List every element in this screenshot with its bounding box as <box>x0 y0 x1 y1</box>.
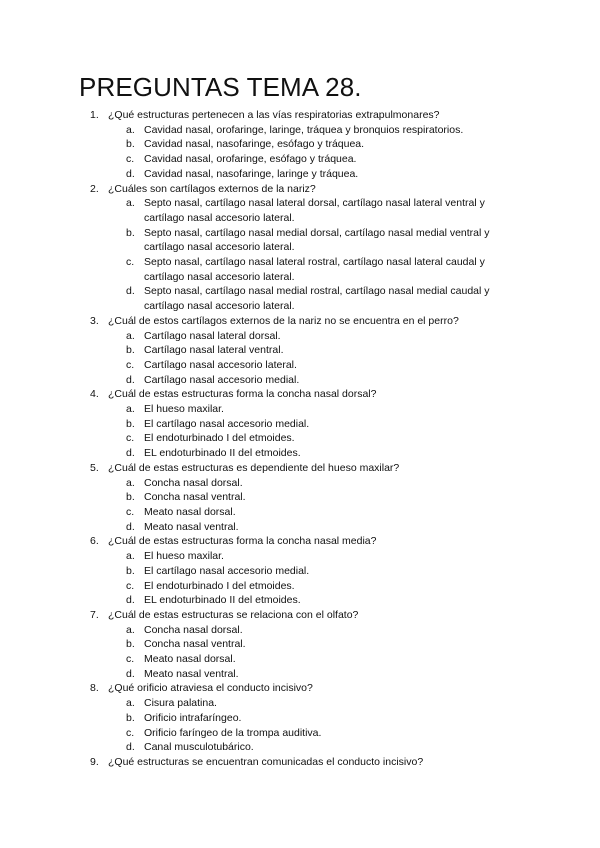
option-item <box>0 667 600 682</box>
option-list <box>108 123 514 182</box>
option-letter: c. <box>126 505 135 518</box>
option-text: Septo nasal, cartílago nasal lateral dorsal, cartílago nasal lateral ventral y cartílago nasal accesorio lateral. <box>144 197 485 224</box>
option-item <box>0 196 600 225</box>
option-text: Meato nasal ventral. <box>144 667 239 680</box>
option-item <box>0 549 600 564</box>
option-letter: c. <box>126 256 135 269</box>
question-text: ¿Qué estructuras pertenecen a las vías respiratorias extrapulmonares? <box>108 109 440 121</box>
option-letter: d. <box>126 741 135 754</box>
question-text: ¿Cuál de estas estructuras forma la concha nasal media? <box>108 535 377 548</box>
option-list <box>108 696 514 755</box>
option-item <box>0 740 600 755</box>
option-item <box>0 152 600 167</box>
option-letter: b. <box>126 417 135 430</box>
option-text: Meato nasal dorsal. <box>144 505 236 518</box>
question-item <box>0 182 600 314</box>
question-text: ¿Cuál de estas estructuras forma la concha nasal dorsal? <box>108 388 377 401</box>
question-item <box>0 534 600 608</box>
option-letter: d. <box>126 285 135 298</box>
option-text: EL endoturbinado II del etmoides. <box>144 594 301 607</box>
option-letter: c. <box>126 432 135 445</box>
option-item <box>0 564 600 579</box>
option-text: El hueso maxilar. <box>144 403 224 416</box>
option-text: Concha nasal ventral. <box>144 638 246 651</box>
option-list <box>108 402 514 461</box>
option-letter: b. <box>126 564 135 577</box>
option-item <box>0 652 600 667</box>
option-text: Concha nasal dorsal. <box>144 476 243 489</box>
option-text: Concha nasal ventral. <box>144 491 246 504</box>
option-text: Cartílago nasal accesorio medial. <box>144 373 300 386</box>
option-list <box>108 623 514 682</box>
option-letter: b. <box>126 344 135 357</box>
option-item <box>0 137 600 152</box>
option-list <box>108 329 514 388</box>
option-text: Septo nasal, cartílago nasal medial rostral, cartílago nasal medial caudal y cartílago nasal accesorio lateral. <box>144 285 490 313</box>
option-text: Cavidad nasal, nasofaringe, laringe y tráquea. <box>144 167 359 180</box>
option-item <box>0 373 600 388</box>
option-letter: c. <box>126 579 135 592</box>
question-text: ¿Cuál de estas estructuras es dependiente del hueso maxilar? <box>108 461 400 474</box>
option-letter: d. <box>126 667 135 680</box>
question-text: ¿Qué estructuras se encuentran comunicadas el conducto incisivo? <box>108 755 424 768</box>
option-item <box>0 696 600 711</box>
option-letter: a. <box>126 123 135 136</box>
option-letter: a. <box>126 550 135 563</box>
option-item <box>0 490 600 505</box>
option-text: Cartílago nasal lateral dorsal. <box>144 329 281 342</box>
option-letter: c. <box>126 153 135 166</box>
option-letter: b. <box>126 711 135 724</box>
option-letter: d. <box>126 167 135 180</box>
option-item <box>0 593 600 608</box>
option-text: EL endoturbinado II del etmoides. <box>144 447 301 460</box>
option-text: Meato nasal dorsal. <box>144 653 236 666</box>
question-number: 9. <box>90 755 99 768</box>
option-text: El endoturbinado I del etmoides. <box>144 432 295 445</box>
question-number: 7. <box>90 608 99 621</box>
option-text: Meato nasal ventral. <box>144 520 239 533</box>
option-text: Cavidad nasal, orofaringe, laringe, tráquea y bronquios respiratorios. <box>144 123 464 136</box>
option-item <box>0 402 600 417</box>
option-item <box>0 637 600 652</box>
question-item <box>0 755 600 770</box>
question-text: ¿Qué orificio atraviesa el conducto incisivo? <box>108 682 313 695</box>
option-text: Orificio intrafaríngeo. <box>144 711 242 724</box>
option-item <box>0 123 600 138</box>
question-text: ¿Cuál de estos cartílagos externos de la nariz no se encuentra en el perro? <box>108 314 459 327</box>
option-letter: c. <box>126 726 135 739</box>
option-item <box>0 520 600 535</box>
option-letter: a. <box>126 403 135 416</box>
question-number: 3. <box>90 314 99 327</box>
option-letter: b. <box>126 138 135 151</box>
question-item <box>0 314 600 388</box>
option-letter: a. <box>126 329 135 342</box>
option-letter: b. <box>126 226 135 239</box>
option-letter: a. <box>126 476 135 489</box>
option-text: Cartílago nasal lateral ventral. <box>144 344 284 357</box>
question-list <box>0 108 600 770</box>
question-item <box>0 108 600 182</box>
question-number: 6. <box>90 535 99 548</box>
question-item <box>0 681 600 755</box>
option-item <box>0 431 600 446</box>
option-item <box>0 358 600 373</box>
option-text: El hueso maxilar. <box>144 550 224 563</box>
option-letter: a. <box>126 697 135 710</box>
question-item <box>0 608 600 682</box>
option-letter: c. <box>126 653 135 666</box>
option-item <box>0 446 600 461</box>
option-item <box>0 226 600 255</box>
option-list <box>108 549 514 608</box>
option-text: El cartílago nasal accesorio medial. <box>144 564 310 577</box>
option-text: Cavidad nasal, nasofaringe, esófago y tráquea. <box>144 138 365 151</box>
option-text: Cavidad nasal, orofaringe, esófago y tráquea. <box>144 153 357 166</box>
question-text: ¿Cuáles son cartílagos externos de la nariz? <box>108 182 316 195</box>
question-item <box>0 461 600 535</box>
question-number: 8. <box>90 682 99 695</box>
option-letter: c. <box>126 358 135 371</box>
option-list <box>108 476 514 535</box>
option-letter: d. <box>126 373 135 386</box>
option-text: Cartílago nasal accesorio lateral. <box>144 358 297 371</box>
question-number: 5. <box>90 461 99 474</box>
option-text: Cisura palatina. <box>144 697 217 710</box>
option-item <box>0 505 600 520</box>
option-list <box>108 196 514 314</box>
option-item <box>0 284 600 313</box>
question-number: 4. <box>90 388 99 401</box>
option-item <box>0 579 600 594</box>
option-letter: d. <box>126 520 135 533</box>
question-item <box>0 387 600 461</box>
option-item <box>0 417 600 432</box>
page-title: PREGUNTAS TEMA 28. <box>79 72 362 102</box>
option-item <box>0 726 600 741</box>
question-number: 2. <box>90 182 99 195</box>
option-letter: d. <box>126 447 135 460</box>
option-letter: b. <box>126 638 135 651</box>
option-text: El cartílago nasal accesorio medial. <box>144 417 310 430</box>
question-number: 1. <box>90 109 99 121</box>
option-item <box>0 255 600 284</box>
option-item <box>0 623 600 638</box>
option-text: Orificio faríngeo de la trompa auditiva. <box>144 726 322 739</box>
option-item <box>0 476 600 491</box>
option-letter: a. <box>126 623 135 636</box>
option-item <box>0 343 600 358</box>
option-letter: a. <box>126 197 135 210</box>
option-text: Concha nasal dorsal. <box>144 623 243 636</box>
option-item <box>0 167 600 182</box>
option-letter: d. <box>126 594 135 607</box>
option-letter: b. <box>126 491 135 504</box>
question-text: ¿Cuál de estas estructuras se relaciona con el olfato? <box>108 608 359 621</box>
option-text: Canal musculotubárico. <box>144 741 254 754</box>
option-text: Septo nasal, cartílago nasal medial dorsal, cartílago nasal medial ventral y cartílago nasal accesorio lateral. <box>144 226 490 254</box>
option-item <box>0 711 600 726</box>
option-item <box>0 329 600 344</box>
option-text: Septo nasal, cartílago nasal lateral rostral, cartílago nasal lateral caudal y cartílago nasal accesorio lateral. <box>144 256 485 283</box>
option-text: El endoturbinado I del etmoides. <box>144 579 295 592</box>
